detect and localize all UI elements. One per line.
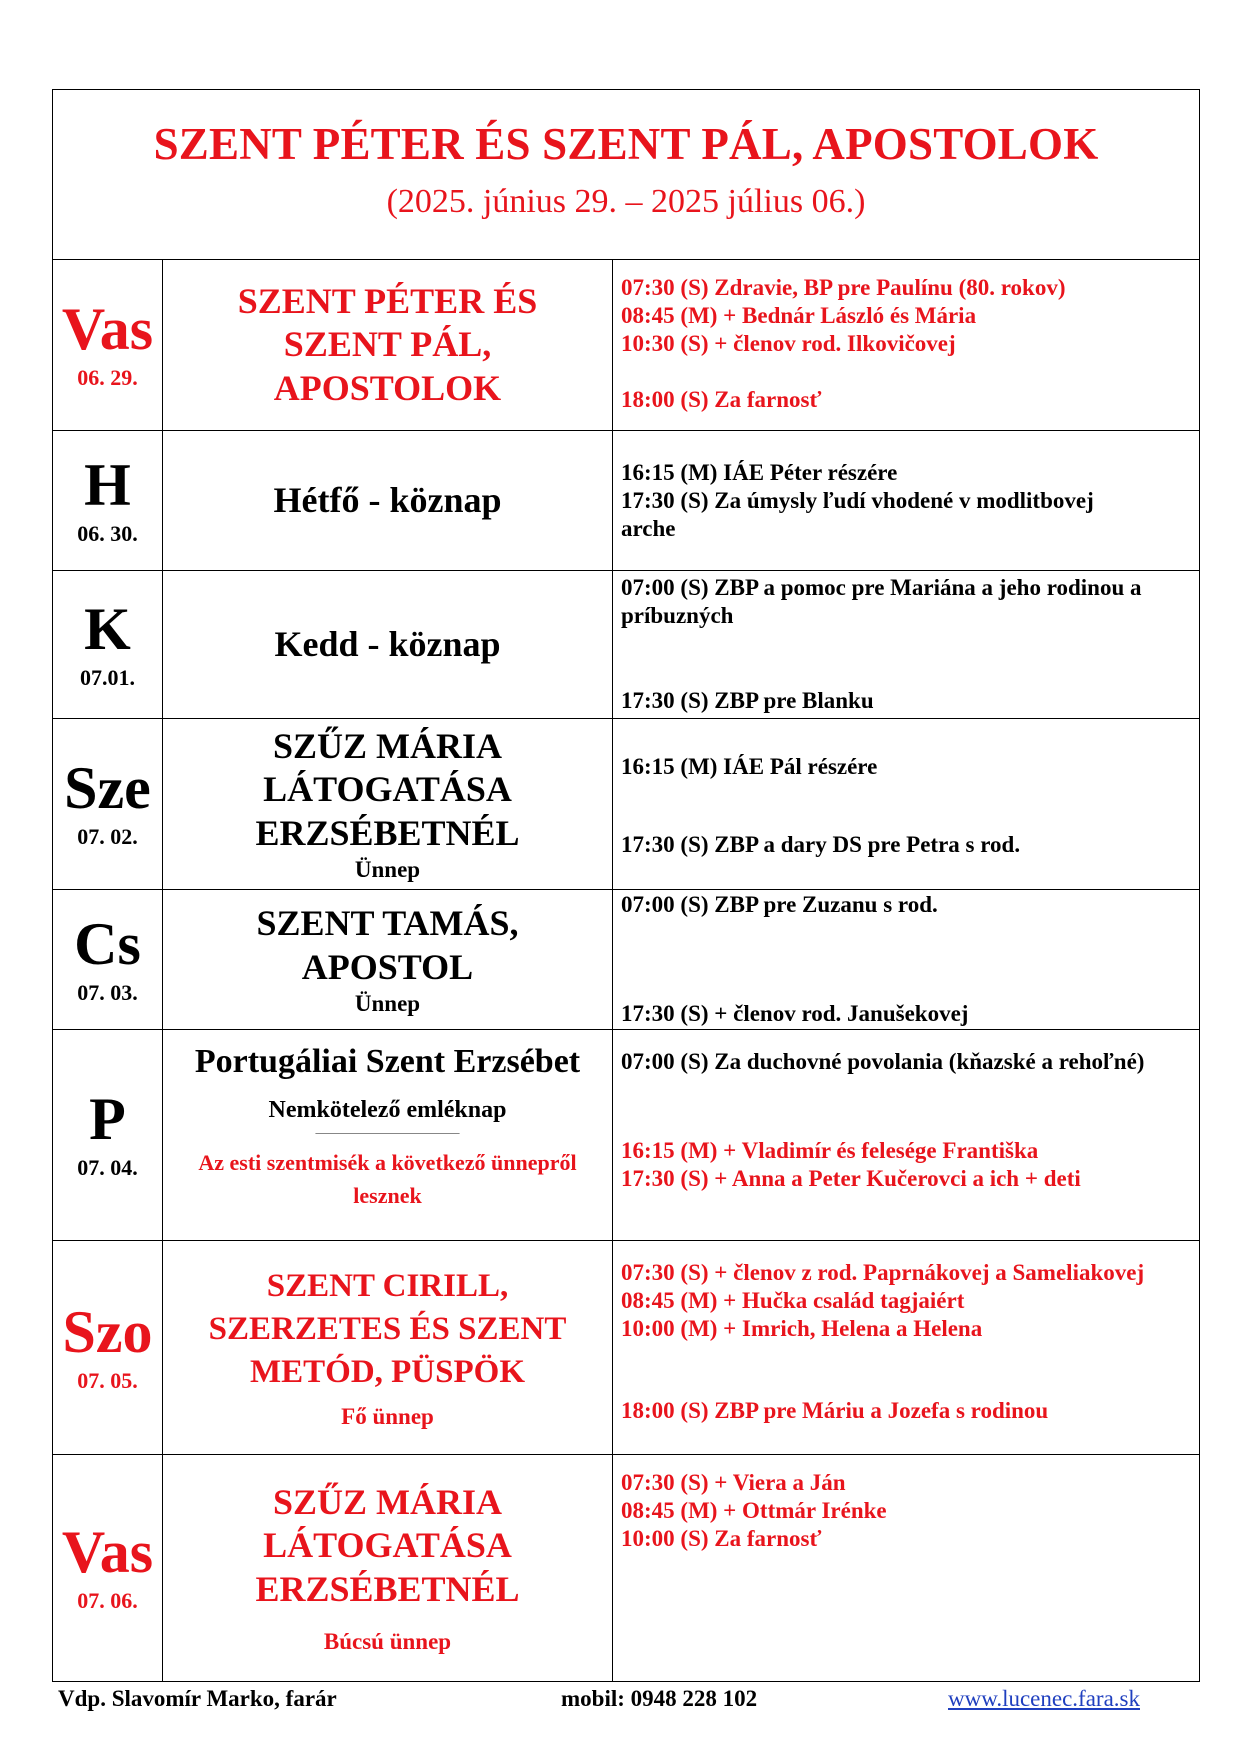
day-row <box>53 890 1199 1030</box>
day-row <box>53 571 1199 719</box>
mobile-number: mobil: 0948 228 102 <box>561 1686 758 1711</box>
day-date: 07. 04. <box>77 1155 138 1180</box>
day-cell <box>53 431 163 570</box>
mass-entry: 16:15 (M) IÁE Péter részére <box>621 460 898 485</box>
schedule-sheet <box>52 89 1200 1682</box>
feast-name-line: Portugáliai Szent Erzsébet <box>194 1043 581 1080</box>
mass-entry: 18:00 (S) ZBP pre Máriu a Jozefa s rodinou <box>621 1398 1049 1423</box>
divider: ———————————— <box>315 1124 460 1139</box>
mass-entry: arche <box>621 516 676 541</box>
date-range: (2025. június 29. – 2025 július 06.) <box>386 183 866 220</box>
website-link[interactable]: www.lucenec.fara.sk <box>948 1686 1140 1711</box>
feast-name-line: SZENT PÁL, <box>283 324 492 365</box>
mass-entry: 07:30 (S) + Viera a Ján <box>621 1470 846 1495</box>
day-row <box>53 260 1199 431</box>
day-abbr: Szo <box>62 1298 153 1365</box>
day-abbr: Sze <box>64 755 151 821</box>
feast-cell <box>163 431 613 570</box>
feast-note: Az esti szentmisék a következő ünnepről lesznek <box>198 1149 577 1208</box>
day-row <box>53 719 1199 890</box>
feast-rank: Búcsú ünnep <box>323 1628 452 1654</box>
mass-entry: 16:15 (M) + Vladimír és felesége Františka <box>621 1138 1039 1163</box>
feast-cell <box>163 260 613 430</box>
mass-entry: 08:45 (M) + Bednár László és Mária <box>621 303 977 328</box>
day-abbr: H <box>84 451 131 518</box>
day-abbr: Cs <box>74 910 141 977</box>
mass-entry: 10:00 (S) Za farnosť <box>621 1526 822 1551</box>
feast-name-line: METÓD, PÜSPÖK <box>249 1354 525 1390</box>
mass-entry: 17:30 (S) + Anna a Peter Kučerovci a ich + deti <box>621 1166 1081 1191</box>
feast-cell <box>163 1455 613 1681</box>
day-date: 07. 06. <box>77 1588 138 1613</box>
mass-entry: 18:00 (S) Za farnosť <box>621 387 822 412</box>
day-date: 07. 02. <box>77 824 138 849</box>
day-cell <box>53 1030 163 1240</box>
day-row <box>53 1455 1199 1681</box>
day-cell <box>53 1455 163 1681</box>
day-cell <box>53 719 163 889</box>
day-abbr: P <box>89 1086 126 1152</box>
day-row <box>53 1241 1199 1455</box>
feast-cell <box>163 890 613 1029</box>
feast-rank: Nemkötelező emléknap <box>268 1096 507 1123</box>
mass-entry: 10:00 (M) + Imrich, Helena a Helena <box>621 1316 983 1341</box>
day-date: 06. 30. <box>77 520 138 546</box>
feast-name-line: SZŰZ MÁRIA <box>272 726 503 767</box>
day-cell <box>53 571 163 718</box>
mass-entry: príbuzných <box>621 603 734 628</box>
masses-cell <box>613 719 1199 889</box>
mass-entry: 07:00 (S) Za duchovné povolania (kňazské a rehoľné) <box>621 1049 1145 1074</box>
mass-entry: 17:30 (S) ZBP pre Blanku <box>621 688 874 713</box>
day-date: 06. 29. <box>77 365 138 390</box>
day-abbr: Vas <box>61 296 154 362</box>
page-title: SZENT PÉTER ÉS SZENT PÁL, APOSTOLOK <box>153 119 1099 169</box>
day-abbr: K <box>84 595 131 662</box>
feast-cell <box>163 571 613 718</box>
day-cell <box>53 1241 163 1454</box>
mass-entry: 08:45 (M) + Hučka család tagjaiért <box>621 1288 965 1313</box>
feast-cell <box>163 719 613 889</box>
page-footer <box>58 1686 1158 1716</box>
day-cell <box>53 260 163 430</box>
masses-cell <box>613 571 1199 718</box>
mass-entry: 07:00 (S) ZBP pre Zuzanu s rod. <box>621 892 938 917</box>
day-date: 07. 05. <box>77 1367 138 1393</box>
mass-entry: 17:30 (S) + členov rod. Janušekovej <box>621 1001 969 1026</box>
mass-entry: 07:30 (S) + členov z rod. Paprnákovej a Sameliakovej <box>621 1260 1145 1285</box>
day-row <box>53 1030 1199 1241</box>
feast-name-line: Hétfő - köznap <box>273 479 502 520</box>
mass-entry: 07:30 (S) Zdravie, BP pre Paulínu (80. rokov) <box>621 275 1066 300</box>
feast-name-line: SZENT TAMÁS, <box>256 903 519 944</box>
pastor-name: Vdp. Slavomír Marko, farár <box>58 1686 337 1711</box>
feast-rank: Fő ünnep <box>341 1404 434 1429</box>
feast-cell <box>163 1241 613 1454</box>
mass-entry: 10:30 (S) + členov rod. Ilkovičovej <box>621 331 956 356</box>
feast-rank: Ünnep <box>354 990 421 1016</box>
feast-name-line: APOSTOL <box>301 946 474 987</box>
masses-cell <box>613 431 1199 570</box>
feast-name-line: LÁTOGATÁSA <box>263 1525 512 1566</box>
day-abbr: Vas <box>61 1519 154 1585</box>
mass-entry: 17:30 (S) Za úmysly ľudí vhodené v modlitbovej <box>621 488 1094 513</box>
feast-name-line: APOSTOLOK <box>273 367 502 408</box>
masses-cell <box>613 260 1199 430</box>
mass-entry: 08:45 (M) + Ottmár Irénke <box>621 1498 887 1523</box>
feast-name-line: Kedd - köznap <box>274 623 501 664</box>
feast-name-line: SZERZETES ÉS SZENT <box>208 1311 567 1347</box>
feast-rank: Ünnep <box>354 856 421 882</box>
masses-cell <box>613 1241 1199 1454</box>
feast-name-line: ERZSÉBETNÉL <box>255 1568 520 1609</box>
mass-entry: 07:00 (S) ZBP a pomoc pre Mariána a jeho rodinou a <box>621 575 1142 600</box>
schedule-header <box>53 90 1199 260</box>
feast-name-line: SZŰZ MÁRIA <box>272 1482 503 1523</box>
feast-name-line: SZENT PÉTER ÉS <box>237 281 538 322</box>
mass-entry: 17:30 (S) ZBP a dary DS pre Petra s rod. <box>621 832 1021 857</box>
masses-cell <box>613 1455 1199 1681</box>
feast-cell <box>163 1030 613 1240</box>
day-date: 07.01. <box>80 664 135 690</box>
day-date: 07. 03. <box>77 979 138 1005</box>
mass-entry: 16:15 (M) IÁE Pál részére <box>621 754 878 779</box>
masses-cell <box>613 1030 1199 1240</box>
feast-name-line: SZENT CIRILL, <box>266 1268 509 1304</box>
day-row <box>53 431 1199 571</box>
masses-cell <box>613 890 1199 1029</box>
feast-name-line: ERZSÉBETNÉL <box>255 812 520 853</box>
feast-name-line: LÁTOGATÁSA <box>263 769 512 810</box>
day-cell <box>53 890 163 1029</box>
